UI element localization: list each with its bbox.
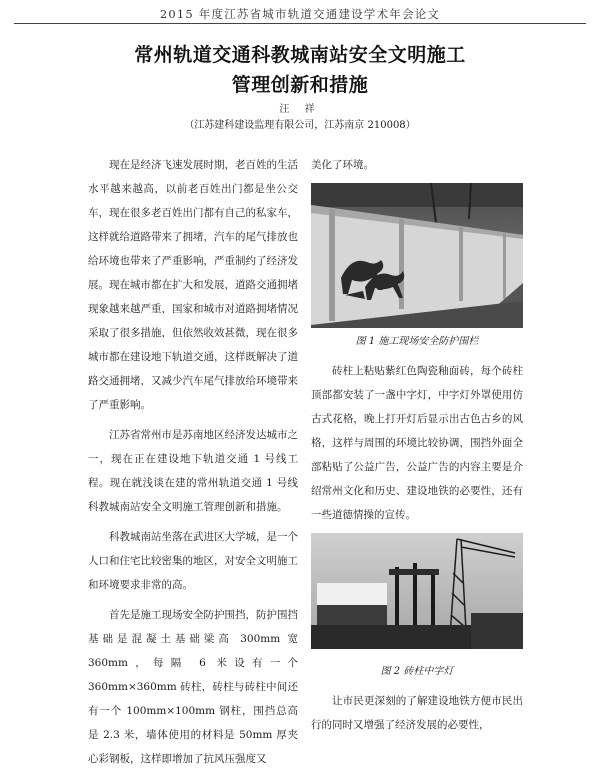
- construction-site-photo-drawing: [311, 533, 523, 649]
- figure-1-caption: 图 1 施工现场安全防护围栏: [355, 336, 479, 347]
- body-paragraph: 现在是经济飞速发展时期，老百姓的生活水平越来越高，以前老百姓出门都是坐公交车，现在很多老百姓出门都有自己的私家车，这样就给道路带来了拥堵，汽车的尾气排放也给环境也带来了严重影响，严重制约了经济发展。现在城市都在扩大和发展，道路交通拥堵现象越来越严重，国家和城市对道路拥堵情况采取了很多措施，但依然收效甚微，现在很多城市都在建设地下轨道交通，这样既解决了道路交通拥堵，又减少汽车尾气排放给环境带来了严重影响。: [88, 159, 298, 411]
- header-rule: [14, 23, 586, 24]
- right-column: [311, 153, 523, 743]
- body-paragraph: 江苏省常州市是苏南地区经济发达城市之一，现在正在建设地下轨道交通 1 号线工程。现在就浅谈在建的常州轨道交通 1 号线科教城南站安全文明施工管理创新和措施。: [88, 429, 298, 513]
- figure-2-caption: 图 2 砖柱中字灯: [380, 666, 454, 677]
- body-paragraph: 砖柱上粘贴紫红色陶瓷釉面砖，每个砖柱顶部都安装了一盏中字灯，中字灯外罩使用仿古式花格，晚上打开灯后显示出古色古乡的风格，这样与周围的环境比较协调，围挡外面全部粘贴了公益广告，公益广告的内容主要是介绍常州文化和历史、建设地铁的必要性，还有一些道德情操的宣传。: [311, 365, 523, 521]
- body-paragraph: 科教城南站坐落在武进区大学城，是一个人口和住宅比较密集的地区，对安全文明施工和环境要求非常的高。: [88, 531, 298, 591]
- body-paragraph: 首先是施工现场安全防护围挡，防护围挡基础是混凝土基础梁高 300mm 宽 360mm，每隔 6 米设有一个 360mm×360mm 砖柱，砖柱与砖柱中间还有一个 100mm×100mm 钢柱，围挡总高是 2.3 米，墙体使用的材料是 50mm 厚夹心彩钢板，这样即增加了抗风压强度又: [88, 609, 298, 765]
- running-header: 2015 年度江苏省城市轨道交通建设学术年会论文: [159, 7, 441, 21]
- paper-title-line-2: 管理创新和措施: [231, 74, 369, 96]
- left-column: [88, 153, 298, 777]
- hoarding-photo-drawing: [311, 183, 523, 328]
- figure-1-hoarding-photo: [311, 183, 523, 328]
- author-affiliation: （江苏建科建设监理有限公司，江苏南京 210008）: [184, 120, 416, 131]
- author-name: 汪 祥: [279, 104, 321, 115]
- figure-2-lamp-pillar-photo: [311, 533, 523, 649]
- continuation-text: 美化了环境。: [311, 159, 374, 171]
- paper-title-line-1: 常州轨道交通科教城南站安全文明施工: [134, 44, 466, 66]
- body-paragraph: 让市民更深刻的了解建设地铁方便市民出行的同时又增强了经济发展的必要性，: [311, 695, 523, 731]
